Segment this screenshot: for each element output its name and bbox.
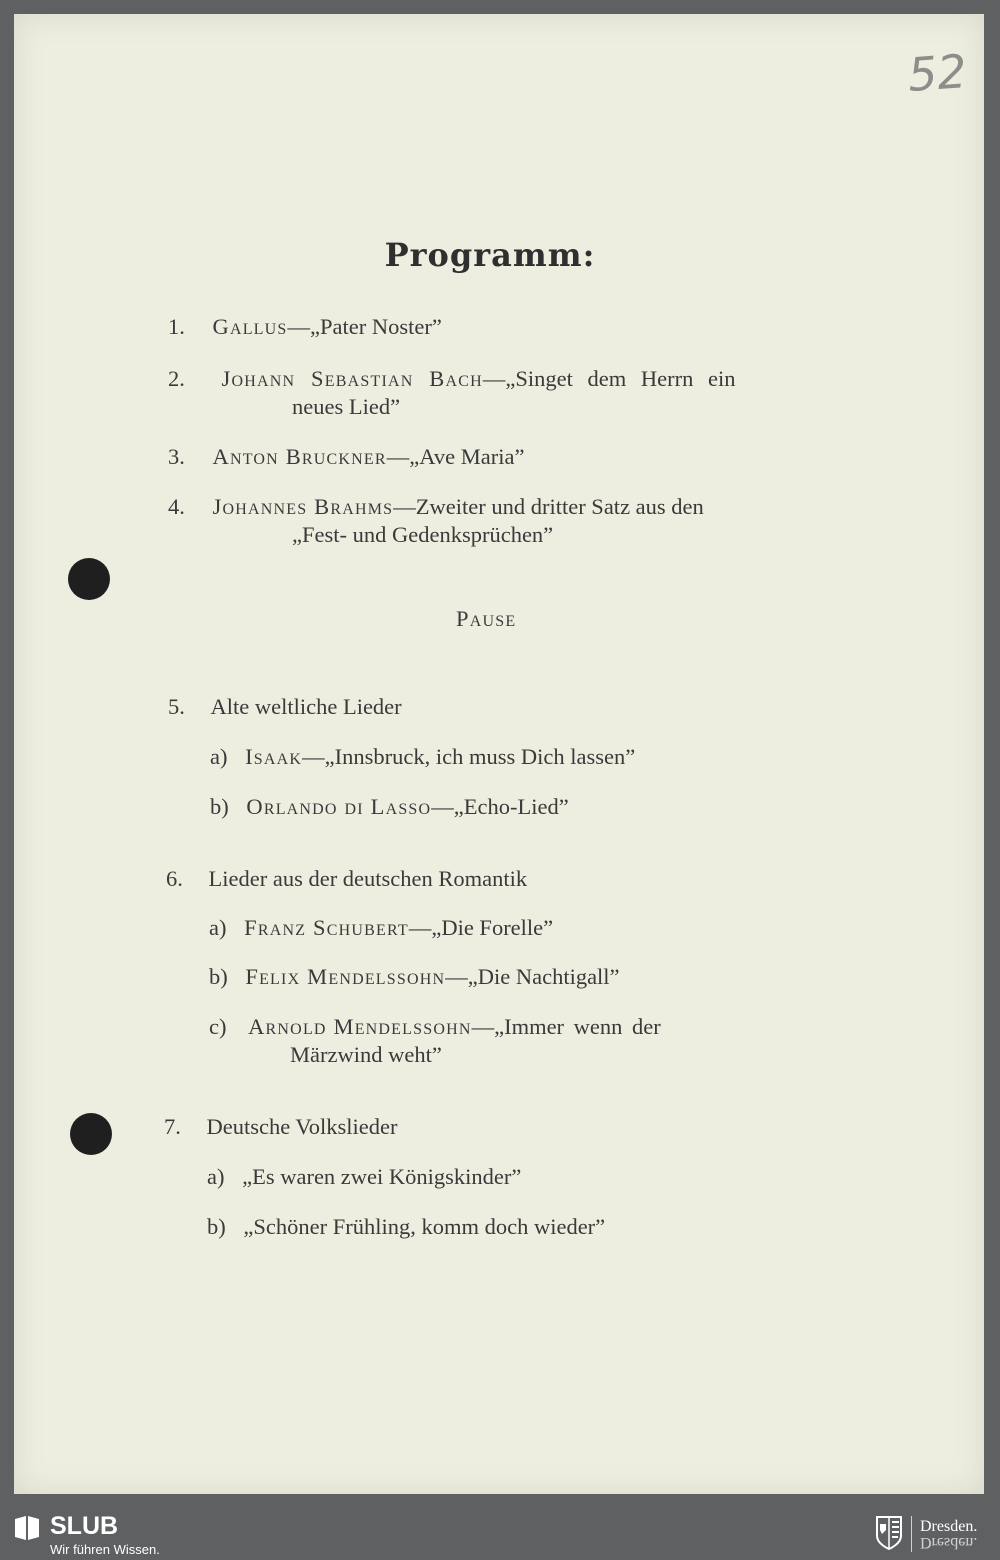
work-title: —„Die Nachtigall”: [445, 964, 620, 989]
dresden-logo-reflection: Dresden.: [920, 1534, 978, 1551]
work-title: —„Innsbruck, ich muss Dich lassen”: [302, 744, 636, 769]
item-2-continued: neues Lied”: [292, 394, 401, 419]
item-number: 6.: [166, 866, 183, 891]
composer: Arnold Mendelssohn: [248, 1014, 472, 1039]
composer: Felix Mendelssohn: [245, 964, 446, 989]
group-5-sub-b: [210, 794, 569, 820]
work-title: „Es waren zwei Königskinder”: [242, 1164, 522, 1189]
slub-logo-text[interactable]: SLUB: [50, 1512, 119, 1540]
punch-hole: [68, 558, 110, 600]
group-7-heading: [164, 1114, 398, 1140]
punch-hole: [70, 1113, 112, 1155]
composer: Franz Schubert: [244, 915, 409, 940]
item-3: [168, 444, 524, 470]
group-6-sub-c: [209, 1014, 661, 1040]
footer-bar: [0, 1508, 1000, 1560]
work-title: —„Ave Maria”: [386, 444, 525, 469]
footer-divider: [911, 1516, 912, 1552]
composer: Gallus: [212, 314, 288, 339]
group-6-sub-b: [209, 964, 620, 990]
sub-letter: a): [210, 744, 228, 769]
work-title: —„Immer wenn der: [471, 1014, 661, 1039]
work-title: „Schöner Frühling, komm doch wieder”: [243, 1214, 606, 1239]
composer: Johann Sebastian Bach: [221, 366, 483, 391]
sub-letter: a): [209, 915, 227, 940]
item-4: [168, 494, 704, 520]
sub-letter: a): [207, 1164, 225, 1189]
page-title: Programm:: [384, 236, 596, 274]
sub-letter: b): [209, 964, 228, 989]
work-title: —Zweiter und dritter Satz aus den: [393, 494, 704, 519]
group-5-heading: [168, 694, 402, 720]
page-number: 52: [906, 44, 969, 102]
work-title: —„Singet dem Herrn ein: [482, 366, 736, 391]
group-6-sub-c-continued: Märzwind weht”: [290, 1042, 442, 1067]
book-icon: [12, 1513, 42, 1543]
dresden-logo-text[interactable]: Dresden.: [920, 1518, 978, 1535]
composer: Johannes Brahms: [212, 494, 394, 519]
item-number: 4.: [168, 494, 185, 519]
group-5-sub-a: [210, 744, 635, 770]
pause-label: Pause: [456, 606, 517, 631]
sub-letter: b): [210, 794, 229, 819]
item-1: [168, 314, 442, 340]
item-number: 7.: [164, 1114, 181, 1139]
group-6-sub-a: [209, 915, 553, 941]
item-number: 1.: [168, 314, 185, 339]
item-number: 2.: [168, 366, 185, 391]
group-title: Lieder aus der deutschen Romantik: [208, 866, 528, 891]
sub-letter: c): [209, 1014, 227, 1039]
work-title: —„Pater Noster”: [287, 314, 442, 339]
composer: Anton Bruckner: [212, 444, 387, 469]
work-title: —„Die Forelle”: [408, 915, 554, 940]
item-4-continued: „Fest- und Gedenksprüchen”: [292, 522, 554, 547]
item-2: [168, 366, 735, 392]
item-number: 5.: [168, 694, 185, 719]
group-title: Deutsche Volkslieder: [206, 1114, 398, 1139]
slub-tagline: Wir führen Wissen.: [50, 1542, 160, 1557]
dresden-coat-of-arms-icon: [876, 1516, 902, 1550]
composer: Isaak: [245, 744, 303, 769]
composer: Orlando di Lasso: [246, 794, 432, 819]
group-title: Alte weltliche Lieder: [210, 694, 402, 719]
sub-letter: b): [207, 1214, 226, 1239]
group-6-heading: [166, 866, 527, 892]
group-7-sub-b: [207, 1214, 605, 1240]
group-7-sub-a: [207, 1164, 521, 1190]
work-title: —„Echo-Lied”: [431, 794, 569, 819]
item-number: 3.: [168, 444, 185, 469]
